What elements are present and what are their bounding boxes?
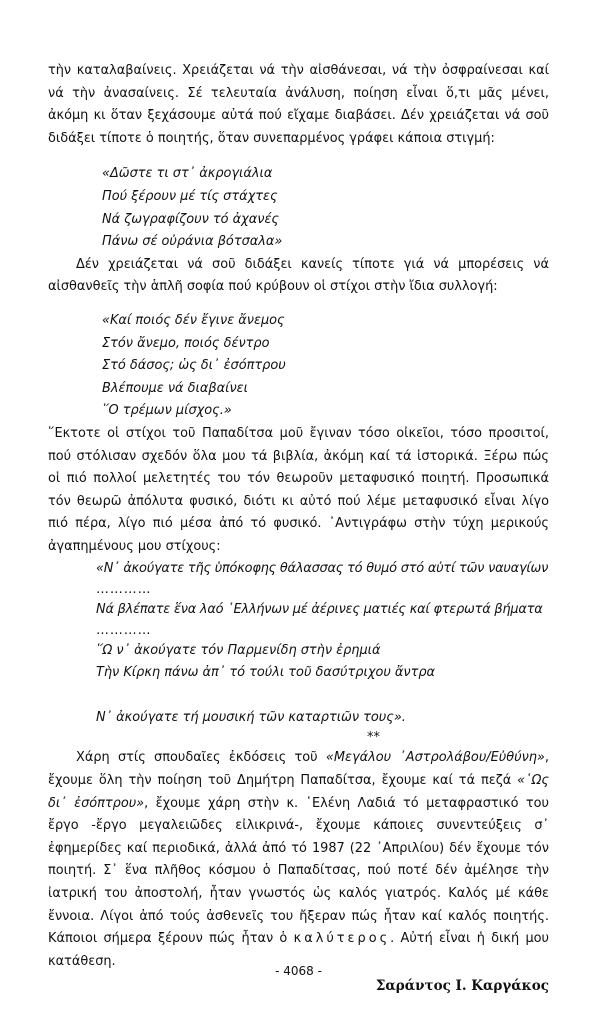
text-run: . Αὐτή εἶναι ἡ δική μου κατάθεση.: [48, 931, 549, 969]
text-run: Χάρη στίς σπουδαῖες ἐκδόσεις τοῦ: [76, 750, 326, 766]
poem-line: Νά βλέπατε ἕνα λαό ῾Ελλήνων μέ ἀέρινες ματιές καί φτερωτά βήματα: [96, 602, 543, 618]
emphasized-word: καλύτερος: [293, 931, 391, 947]
poem-line: «Ν᾽ ἀκούγατε τῆς ὑπόκοφης θάλασσας τό θυμό στό αὐτί τῶν ναυαγίων: [96, 561, 549, 577]
poem-excerpt-1: [102, 163, 549, 253]
book-title: «῾Ως δι᾽ ἐσόπτρου»: [48, 773, 549, 811]
poem-line: Νά ζωγραφίζουν τό ἀχανές: [102, 211, 279, 227]
poem-line: Βλέπουμε νά διαβαίνει: [102, 380, 248, 396]
text-run: , ἔχουμε ὅλη τὴν ποίηση τοῦ Δημήτρη Παπαδίτσα, ἔχουμε καί τά πεζά: [48, 750, 549, 789]
poem-excerpt-3: [96, 558, 549, 729]
book-title: «Μεγάλου ᾽Αστρολάβου/Εὐθύνη»: [325, 750, 545, 766]
poem-line: Ν᾽ ἀκούγατε τή μουσική τῶν καταρτιῶν τους».: [96, 709, 406, 725]
poem-line: «Καί ποιός δέν ἔγινε ἄνεμος: [102, 312, 285, 328]
poem-line: «Δῶστε τι στ᾽ ἀκρογιάλια: [102, 166, 273, 182]
paragraph-3: ῞Εκτοτε οἱ στίχοι τοῦ Παπαδίτσα μοῦ ἔγιναν τόσο οἰκεῖοι, τόσο προσιτοί, πού στόλισαν σχεδόν ὅλα μου τά βιβλία, ἀκόμη καί τά ἱστορικά. Ξέρω πώς οἱ πιό πολλοί μελετητές του τόν θεωροῦν μεταφυσικό ποιητή. Προσωπικά τόν θεωρῶ ἀπόλυτα φυσικό, διότι κι αὐτό πού λέμε μεταφυσικό εἶναι λίγο πιό πέρα, λίγο πιό μέσα ἀπό τό φυσικό. ᾽Αντιγράφω στὴν τύχη μερικούς ἀγαπημένους μου στίχους:: [48, 425, 549, 554]
poem-line: Τὴν Κίρκη πάνω ἀπ᾽ τό τούλι τοῦ δασύτριχου ἄντρα: [96, 665, 436, 681]
author-signature: Σαράντος Ι. Καργάκος: [375, 978, 549, 995]
poem-line: Στό δάσος; ὡς δι᾽ ἐσόπτρου: [102, 358, 286, 374]
poem-line: ῞Ο τρέμων μίσχος.»: [102, 403, 232, 419]
paragraph-2: Δέν χρειάζεται νά σοῦ διδάξει κανείς τίποτε γιά νά μπορέσεις νά αἰσθανθεῖς τὴν ἁπλῆ σοφία πού κρύβουν οἱ στίχοι στὴν ἴδια συλλογή:: [48, 256, 549, 295]
ellipsis-separator: …………: [96, 622, 152, 638]
poem-line: ῞Ω ν᾽ ἀκούγατε τόν Παρμενίδη στὴν ἐρημιά: [96, 642, 381, 658]
page-number: - 4068 -: [275, 964, 322, 978]
paragraph-4: [48, 747, 549, 973]
poem-line: Στόν ἄνεμο, ποιός δέντρο: [102, 335, 270, 351]
poem-line: Πάνω σέ οὐράνια βότσαλα»: [102, 234, 283, 250]
blank-line: [96, 685, 549, 707]
ellipsis-separator: …………: [96, 582, 152, 598]
poem-excerpt-2: [102, 310, 549, 423]
paragraph-1: τὴν καταλαβαίνεις. Χρειάζεται νά τὴν αἰσθάνεσαι, νά τὴν ὀσφραίνεσαι καί νά τὴν ἀνασαίνεις. Σέ τελευταία ἀνάλυση, ποίηση εἶναι ὅ,τι μᾶς μένει, ἀκόμη κι ὅταν ξεχάσουμε αὐτά πού εἴχαμε διαβάσει. Δέν χρειάζεται νά σοῦ διδάξει τίποτε ὁ ποιητής, ὅταν συνεπαρμένος γράφει κάποια στιγμή:: [48, 63, 549, 146]
poem-line: Πού ξέρουν μέ τίς στάχτες: [102, 188, 278, 204]
text-run: , ἔχουμε χάρη στὴν κ. ῾Ελένη Λαδιά τό μεταφραστικό του ἔργο -ἔργο μεγαλειῶδες εἰλικρινά-, ἔχουμε κάποιες συνεντεύξεις σ᾽ ἐφημερίδες καί περιοδικά, ἀλλά ἀπό τό 1987 (22 ᾽Απριλίου) δέν ἔχουμε τόν ποιητή. Σ᾽ ἕνα πλῆθος κόσμου ὁ Παπαδίτσας, πού ποτέ δέν ἀμέλησε τὴν ἰατρική του ἀποστολή, ἦταν γνωστός ὡς καλός γιατρός. Καλός μέ κάθε ἔννοια. Λίγοι ἀπό τούς ἀσθενεῖς του ἤξεραν πώς ἦταν καί καλός ποιητής. Κάποιοι σήμερα ξέρουν πώς ἦταν ὁ: [48, 795, 549, 947]
section-separator: **: [367, 730, 380, 746]
